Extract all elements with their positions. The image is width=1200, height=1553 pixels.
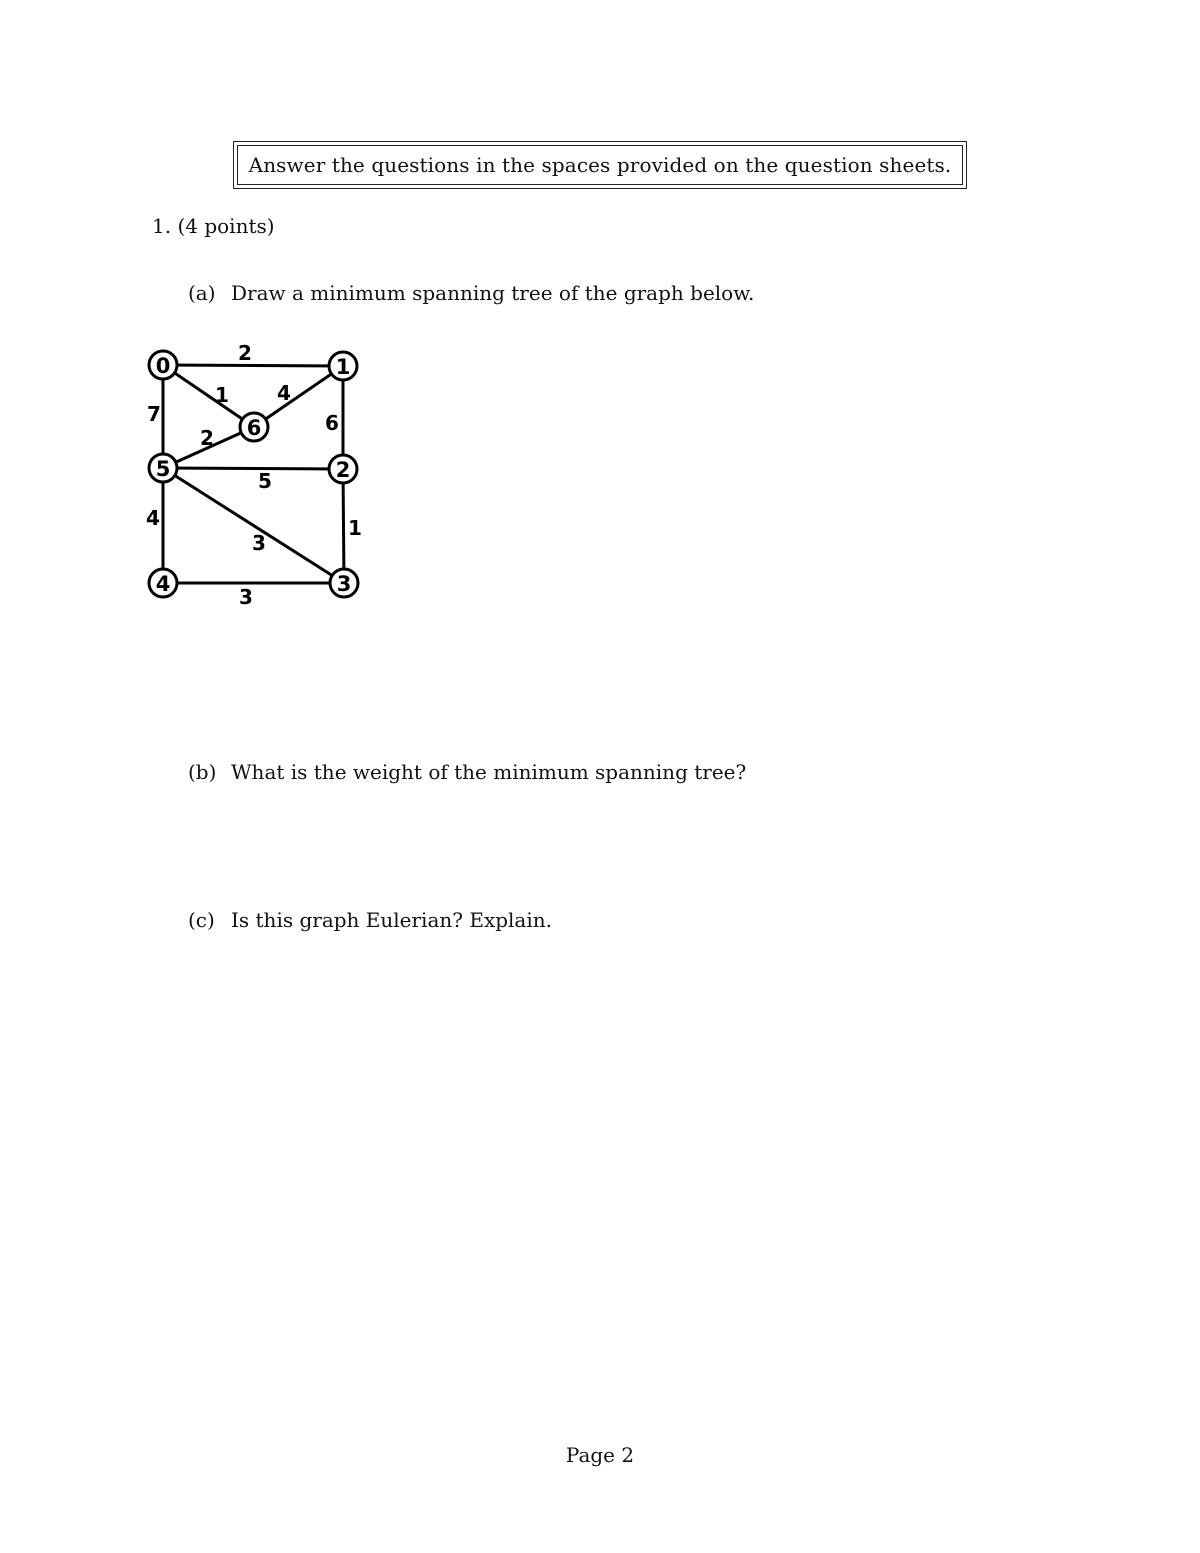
part-a-tag: (a) [188, 281, 216, 305]
edge-weight-1-6: 4 [277, 381, 291, 405]
node-label: 4 [155, 572, 171, 596]
graph-node-0 [149, 351, 177, 379]
question-points: (4 points) [177, 214, 275, 238]
graph-edge-5-2 [163, 468, 343, 469]
graph-edge-0-6 [163, 365, 254, 427]
graph-node-1 [329, 352, 357, 380]
part-a-text: Draw a minimum spanning tree of the graph below. [231, 281, 755, 305]
graph-node-4 [149, 569, 177, 597]
node-label: 2 [335, 458, 351, 482]
node-label: 1 [335, 355, 351, 379]
edge-weight-5-2: 5 [258, 469, 272, 493]
part-c-tag: (c) [188, 908, 215, 932]
node-label: 6 [246, 416, 262, 440]
edge-weight-1-2: 6 [325, 411, 339, 435]
edge-weight-5-3: 3 [252, 531, 266, 555]
part-b-tag: (b) [188, 760, 217, 784]
node-label: 3 [336, 572, 352, 596]
graph-node-3 [330, 569, 358, 597]
question-number: 1. [152, 214, 172, 238]
part-c-text: Is this graph Eulerian? Explain. [231, 908, 552, 932]
graph-nodes [149, 351, 358, 597]
edge-weight-5-6: 2 [200, 426, 214, 450]
page-number: Page 2 [565, 1443, 635, 1467]
edge-weight-0-1: 2 [238, 341, 252, 365]
graph-node-2 [329, 455, 357, 483]
graph-edge-0-1 [163, 365, 343, 366]
edge-weight-0-6: 1 [215, 383, 229, 407]
edge-weight-2-3: 1 [348, 516, 362, 540]
edge-weight-0-5: 7 [147, 402, 161, 426]
graph-edge-5-3 [163, 468, 344, 583]
edge-weight-5-4: 4 [146, 506, 160, 530]
graph-node-5 [149, 454, 177, 482]
part-b-text: What is the weight of the minimum spanning tree? [231, 760, 747, 784]
node-label: 5 [155, 457, 171, 481]
graph-node-6 [240, 413, 268, 441]
instruction-text: Answer the questions in the spaces provided on the question sheets. [237, 145, 963, 185]
edge-weight-4-3: 3 [239, 585, 253, 609]
question-part-c [188, 908, 552, 932]
question-part-b [188, 760, 746, 784]
node-label: 0 [155, 354, 171, 378]
graph-edge-2-3 [343, 469, 344, 583]
